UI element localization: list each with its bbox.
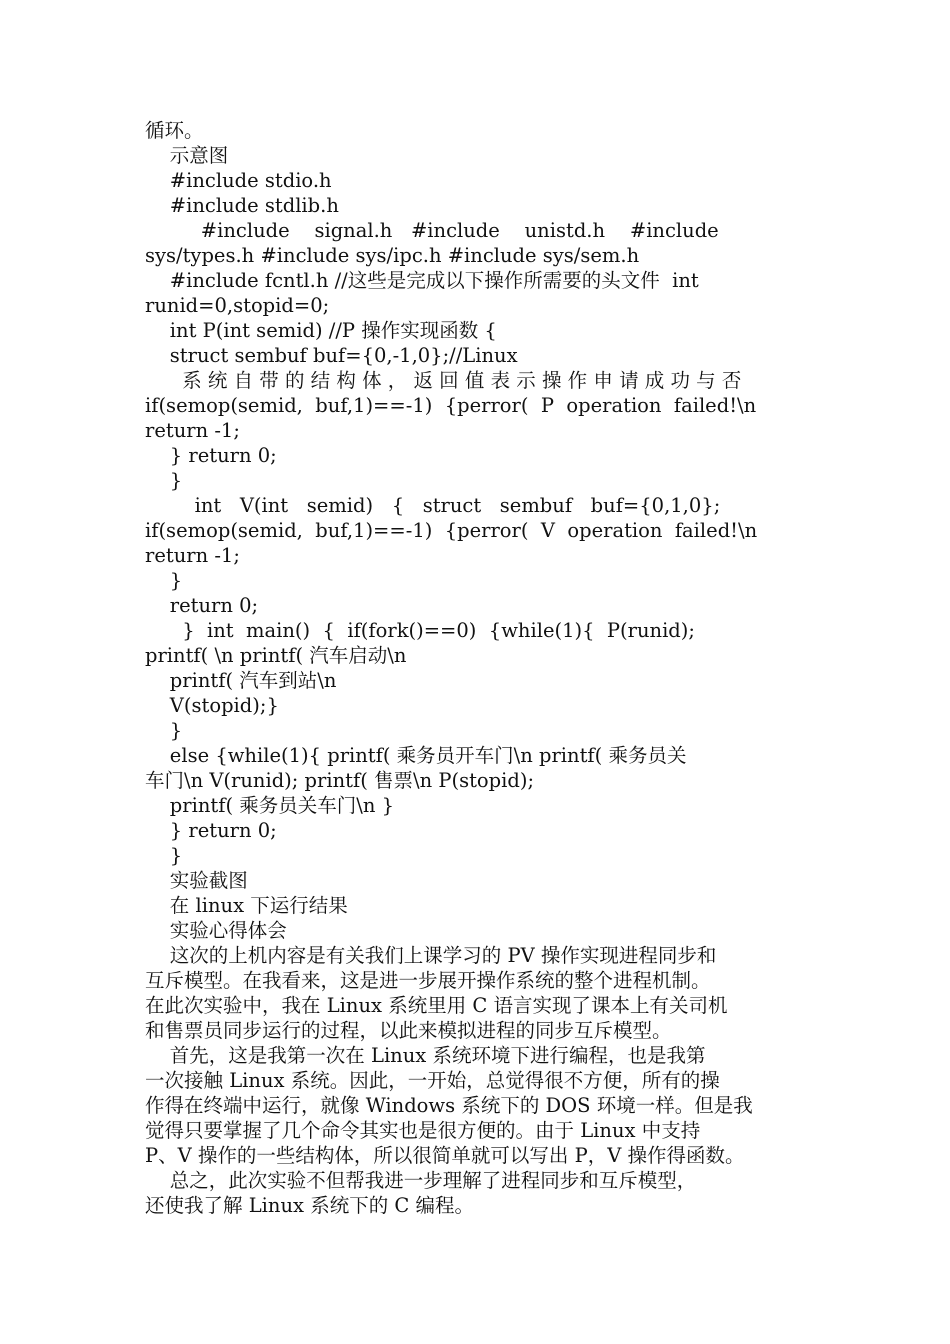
code-line: sys/types.h #include sys/ipc.h #include sys/sem.h [145, 244, 640, 267]
code-line: else {while(1){ printf( 乘务员开车门\n printf( 乘务员关 [145, 744, 687, 767]
paragraph-line: 作得在终端中运行，就像 Windows 系统下的 DOS 环境一样。但是我 [145, 1094, 753, 1117]
code-line: return -1; [145, 544, 240, 567]
code-line: } int main() { if(fork()==0) {while(1){ P(runid); [145, 619, 695, 642]
code-line: #include fcntl.h //这些是完成以下操作所需要的头文件 int [145, 269, 699, 292]
code-line: } return 0; [145, 444, 277, 467]
code-line: int V(int semid) { struct sembuf buf={0,1,0}; [145, 494, 721, 517]
paragraph-line: P、V 操作的一些结构体，所以很简单就可以写出 P，V 操作得函数。 [145, 1144, 745, 1167]
paragraph-line: 觉得只要掌握了几个命令其实也是很方便的。由于 Linux 中支持 [145, 1119, 701, 1142]
code-line: return 0; [145, 594, 259, 617]
heading-run-result: 在 linux 下运行结果 [145, 894, 348, 917]
paragraph-line: 这次的上机内容是有关我们上课学习的 PV 操作实现进程同步和 [145, 944, 717, 967]
code-line: #include signal.h #include unistd.h #include [145, 219, 719, 242]
code-line: return -1; [145, 419, 240, 442]
code-line: } [145, 569, 183, 592]
code-line: printf( 汽车到站\n [145, 669, 337, 692]
code-line: printf( \n printf( 汽车启动\n [145, 644, 407, 667]
code-line: if(semop(semid, buf,1)==-1) {perror( V operation failed!\n [145, 519, 758, 542]
code-line: runid=0,stopid=0; [145, 294, 330, 317]
code-line: } [145, 469, 183, 492]
code-line: V(stopid);} [145, 694, 279, 717]
code-line: printf( 乘务员关车门\n } [145, 794, 394, 817]
code-line: if(semop(semid, buf,1)==-1) {perror( P operation failed!\n [145, 394, 757, 417]
code-line: int P(int semid) //P 操作实现函数 { [145, 319, 497, 342]
code-line: } return 0; [145, 819, 277, 842]
paragraph-line: 总之，此次实验不但帮我进一步理解了进程同步和互斥模型， [145, 1169, 697, 1192]
code-line: } [145, 719, 183, 742]
code-line: } [145, 844, 183, 867]
paragraph-line: 首先，这是我第一次在 Linux 系统环境下进行编程，也是我第 [145, 1044, 706, 1067]
code-line: struct sembuf buf={0,-1,0};//Linux [145, 344, 518, 367]
code-line: #include stdlib.h [145, 194, 339, 217]
heading-reflection: 实验心得体会 [145, 919, 287, 942]
paragraph-line: 在此次实验中，我在 Linux 系统里用 C 语言实现了课本上有关司机 [145, 994, 728, 1017]
paragraph-line: 还使我了解 Linux 系统下的 C 编程。 [145, 1194, 475, 1217]
code-line: 系 统 自 带 的 结 构 体 ， 返 回 值 表 示 操 作 申 请 成 功 与 否 [145, 369, 742, 392]
paragraph-line: 互斥模型。在我看来，这是进一步展开操作系统的整个进程机制。 [145, 969, 711, 992]
code-line: 车门\n V(runid); printf( 售票\n P(stopid); [145, 769, 535, 792]
code-line: #include stdio.h [145, 169, 332, 192]
text-line: 循环。 [145, 119, 204, 142]
heading-screenshot: 实验截图 [145, 869, 248, 892]
paragraph-line: 一次接触 Linux 系统。因此，一开始，总觉得很不方便，所有的操 [145, 1069, 720, 1092]
heading-diagram: 示意图 [145, 144, 229, 167]
paragraph-line: 和售票员同步运行的过程，以此来模拟进程的同步互斥模型。 [145, 1019, 672, 1042]
document-page [145, 118, 807, 1218]
